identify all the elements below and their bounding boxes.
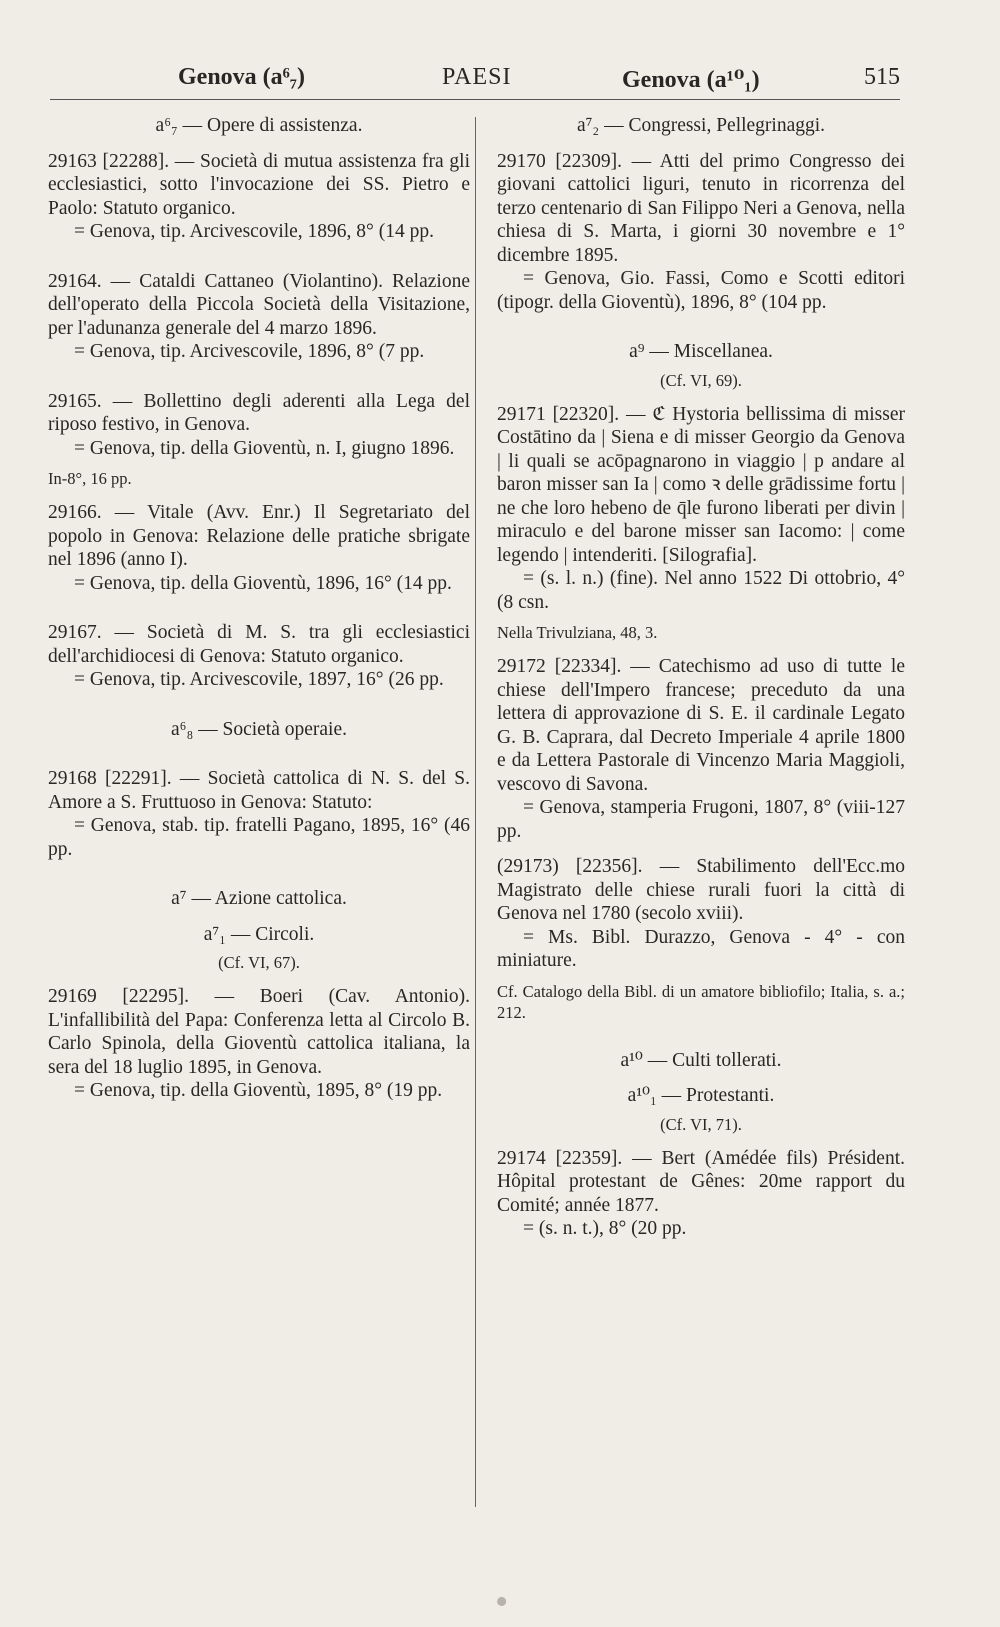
section-heading: a⁷₁ — Circoli. bbox=[203, 923, 315, 945]
running-header bbox=[178, 58, 900, 98]
header-rule bbox=[50, 99, 900, 100]
section-heading: a¹⁰ — Culti tollerati. bbox=[620, 1049, 782, 1071]
publication-info: = Genova, tip. della Gioventù, n. I, giugno 1896. bbox=[74, 437, 455, 459]
catalog-entry: 29169 [22295]. — Boeri (Cav. Antonio). L'infallibilità del Papa: Conferenza letta al Circolo B. Carlo Spinola, della Gioventù cattolica italiana, la sera del 18 luglio 1895, in Genova. bbox=[48, 986, 470, 1078]
catalog-entry: 29167. — Società di M. S. tra gli ecclesiastici dell'archidiocesi di Genova: Statuto organico. bbox=[48, 622, 470, 667]
publication-info: = Genova, Gio. Fassi, Como e Scotti editori (tipogr. della Gioventù), 1896, 8° (104 pp. bbox=[497, 268, 905, 313]
format-note: In-8°, 16 pp. bbox=[48, 469, 132, 488]
cross-reference: (Cf. VI, 67). bbox=[218, 953, 300, 972]
catalog-entry: 29172 [22334]. — Catechismo ad uso di tutte le chiese dell'Impero francese; preceduto da una lettera di approvazione di S. E. il cardinale Legato G. B. Caprara, dal Decreto Imperiale 4 aprile 1800 e da Lettera Pastorale di Vincenzo Maria Maggioli, vescovo di Savona. bbox=[497, 656, 905, 795]
column-divider bbox=[475, 117, 476, 1507]
cross-reference: (Cf. VI, 71). bbox=[660, 1114, 742, 1134]
publication-info: = Genova, tip. della Gioventù, 1896, 16° (14 pp. bbox=[74, 572, 452, 594]
catalog-entry: 29168 [22291]. — Società cattolica di N. S. del S. Amore a S. Fruttuoso in Genova: Statuto: bbox=[48, 768, 470, 813]
publication-info: = Genova, tip. Arcivescovile, 1896, 8° (7 pp. bbox=[74, 341, 425, 362]
publication-info: = Genova, stamperia Frugoni, 1807, 8° (viii-127 pp. bbox=[497, 797, 905, 842]
section-heading: a⁷₂ — Congressi, Pellegrinaggi. bbox=[576, 115, 826, 136]
publication-info: = (s. l. n.) (fine). Nel anno 1522 Di ottobrio, 4° (8 csn. bbox=[497, 568, 905, 613]
catalog-entry: 29164. — Cataldi Cattaneo (Violantino). Relazione dell'operato della Piccola Società della Visitazione, per l'adunanza generale del 4 marzo 1896. bbox=[48, 270, 470, 339]
reference-note: Cf. Catalogo della Bibl. di un amatore bibliofilo; Italia, s. a.; 212. bbox=[497, 981, 905, 1022]
publication-info: = Genova, stab. tip. fratelli Pagano, 1895, 16° (46 pp. bbox=[48, 815, 470, 860]
bottom-mark: • bbox=[495, 1581, 509, 1623]
catalog-entry: 29170 [22309]. — Atti del primo Congresso dei giovani cattolici liguri, tenuto in ricorrenza del terzo centenario di San Filippo Neri a Genova, nella chiesa di S. Marta, i giorni 30 novembre e 1° dicembre 1895. bbox=[497, 150, 905, 266]
publication-info: = Genova, tip. Arcivescovile, 1897, 16° (26 pp. bbox=[74, 669, 444, 690]
header-left: Genova (a⁶₇) bbox=[178, 64, 306, 90]
publication-info: = (s. n. t.), 8° (20 pp. bbox=[523, 1218, 687, 1239]
location-note: Nella Trivulziana, 48, 3. bbox=[497, 623, 658, 642]
section-heading: a⁶₇ — Opere di assistenza. bbox=[155, 115, 363, 136]
catalog-entry: 29174 [22359]. — Bert (Amédée fils) Président. Hôpital protestant de Gênes: 20me rapport du Comité; année 1877. bbox=[497, 1147, 905, 1216]
header-center: PAESI bbox=[442, 64, 512, 90]
catalog-entry: 29171 [22320]. — ℭ Hystoria bellissima di misser Costātino da | Siena e di misser Georgio da Genova | li quali se acōpagnarono in viaggio | p andare al baron misser san Ia | como ꝛ delle grādissime fortu | ne che loro hebeno de q̄le furono liberati per divin | miraculo e del barone misser san Iacomo: | come legendo | intenderiti. [Silografia]. bbox=[497, 403, 905, 566]
header-right: Genova (a¹⁰₁) bbox=[622, 67, 760, 93]
section-heading: a¹⁰₁ — Protestanti. bbox=[627, 1085, 775, 1106]
catalog-entry: (29173) [22356]. — Stabilimento dell'Ecc.mo Magistrato delle chiese rurali fuori la città di Genova nel 1780 (secolo xviii). bbox=[497, 856, 905, 924]
catalog-entry: 29163 [22288]. — Società di mutua assistenza fra gli ecclesiastici, sotto l'invocazione dei SS. Pietro e Paolo: Statuto organico. bbox=[48, 150, 470, 219]
section-heading: a⁹ — Miscellanea. bbox=[629, 341, 773, 362]
catalog-entry: 29165. — Bollettino degli aderenti alla Lega del riposo festivo, in Genova. bbox=[48, 390, 470, 435]
publication-info: = Ms. Bibl. Durazzo, Genova - 4° - con miniature. bbox=[497, 926, 905, 971]
right-column bbox=[497, 114, 905, 1241]
section-heading: a⁶₈ — Società operaie. bbox=[170, 718, 348, 740]
publication-info: = Genova, tip. della Gioventù, 1895, 8° (19 pp. bbox=[74, 1080, 443, 1101]
section-heading: a⁷ — Azione cattolica. bbox=[171, 888, 347, 909]
catalog-entry: 29166. — Vitale (Avv. Enr.) Il Segretariato del popolo in Genova: Relazione delle pratiche sbrigate nel 1896 (anno I). bbox=[48, 502, 470, 570]
page-number: 515 bbox=[864, 64, 900, 90]
cross-reference: (Cf. VI, 69). bbox=[660, 370, 742, 390]
left-column bbox=[48, 114, 470, 1103]
publication-info: = Genova, tip. Arcivescovile, 1896, 8° (14 pp. bbox=[74, 221, 434, 242]
